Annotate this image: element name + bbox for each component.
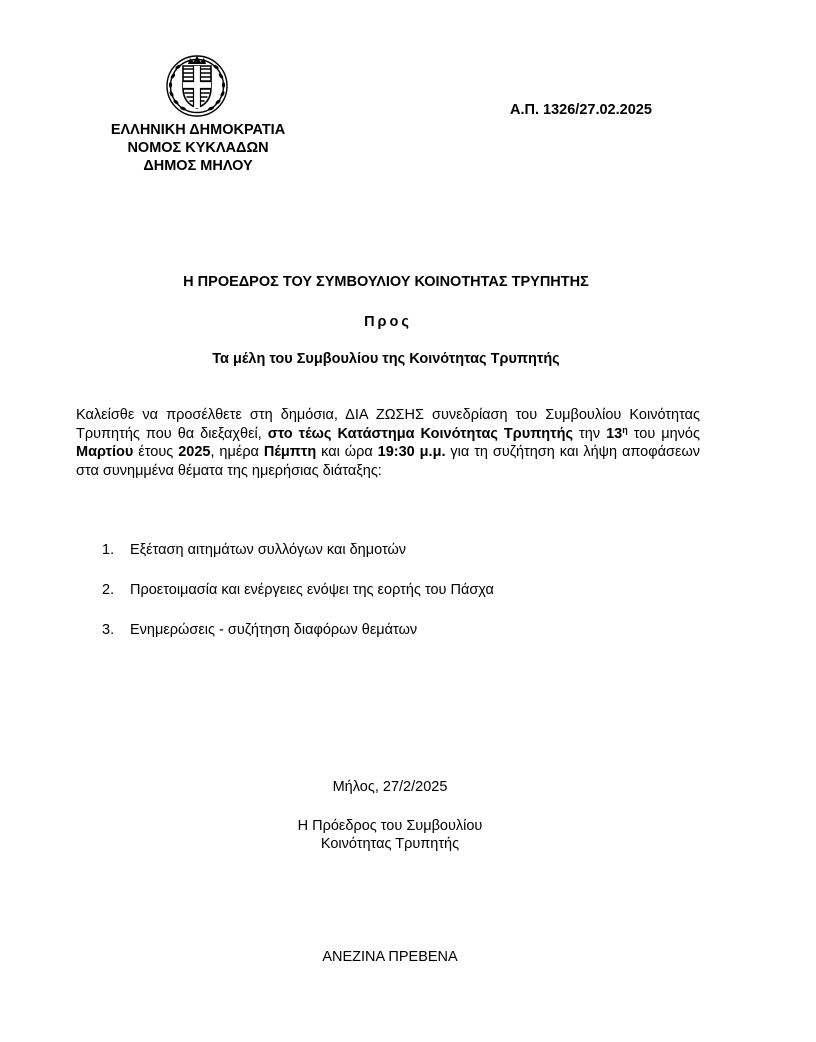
meeting-location: στο τέως Κατάστημα Κοινότητας Τρυπητής — [267, 425, 574, 442]
meeting-day-suffix: η — [622, 424, 628, 435]
issuer-line-municipality: ΔΗΜΟΣ ΜΗΛΟΥ — [143, 158, 253, 174]
meeting-day-number: 13 — [606, 425, 623, 442]
protocol-number: Α.Π. 1326/27.02.2025 — [510, 102, 652, 118]
agenda-item — [102, 580, 742, 600]
signer-title-line: Κοινότητας Τρυπητής — [320, 836, 460, 852]
place-date: Μήλος, 27/2/2025 — [332, 779, 448, 795]
greek-coat-of-arms-icon — [164, 52, 230, 118]
body-text-part: Καλείσθε να προσέλθετε στη δημόσια, ΔΙΑ ΖΩΣΗΣ συνεδρίαση του Συμβουλίου Κοινότητας Τρυπητής που θα διεξαχθεί, — [76, 407, 700, 442]
signer-title — [0, 817, 780, 853]
issuer-block — [88, 121, 308, 175]
agenda-list — [102, 540, 742, 640]
body-text-part: του μηνός — [627, 425, 700, 442]
recipients-line: Τα μέλη του Συμβουλίου της Κοινότητας Τρυπητής — [212, 351, 560, 367]
body-text-part: και ώρα — [316, 444, 378, 460]
meeting-weekday: Πέμπτη — [263, 444, 317, 460]
agenda-item — [102, 540, 742, 560]
agenda-item-text: Προετοιμασία και ενέργειες ενόψει της εορτής του Πάσχα — [130, 582, 494, 598]
body-text-part: για τη συζήτηση και λήψη αποφάσεων στα συνημμένα θέματα της ημερήσιας διάταξης: — [76, 444, 701, 479]
body-text-part: έτους — [133, 444, 179, 460]
agenda-item-number: 2. — [102, 582, 115, 598]
agenda-item-number: 1. — [102, 542, 115, 558]
document-heading: Η ΠΡΟΕΔΡΟΣ ΤΟΥ ΣΥΜΒΟΥΛΙΟΥ ΚΟΙΝΟΤΗΤΑΣ ΤΡΥΠΗΤΗΣ — [183, 274, 589, 290]
to-label: Προς — [364, 314, 412, 330]
meeting-time: 19:30 μ.μ. — [377, 444, 446, 460]
issuer-line-republic: ΕΛΛΗΝΙΚΗ ΔΗΜΟΚΡΑΤΙΑ — [110, 122, 286, 138]
signer-title-line: Η Πρόεδρος του Συμβουλίου — [297, 818, 483, 834]
agenda-item — [102, 620, 742, 640]
invitation-paragraph — [76, 406, 700, 480]
agenda-item-text: Εξέταση αιτημάτων συλλόγων και δημοτών — [130, 542, 407, 558]
meeting-day — [606, 426, 628, 442]
agenda-item-text: Ενημερώσεις - συζήτηση διαφόρων θεμάτων — [130, 622, 418, 638]
meeting-year: 2025 — [178, 444, 211, 460]
body-text-part: την — [573, 425, 607, 442]
body-text-part: , ημέρα — [210, 444, 264, 460]
issuer-line-prefecture: ΝΟΜΟΣ ΚΥΚΛΑΔΩΝ — [127, 140, 269, 156]
meeting-month: Μαρτίου — [76, 444, 134, 460]
agenda-item-number: 3. — [102, 622, 115, 638]
signer-name: ΑΝΕΖΙΝΑ ΠΡΕΒΕΝΑ — [322, 949, 458, 965]
